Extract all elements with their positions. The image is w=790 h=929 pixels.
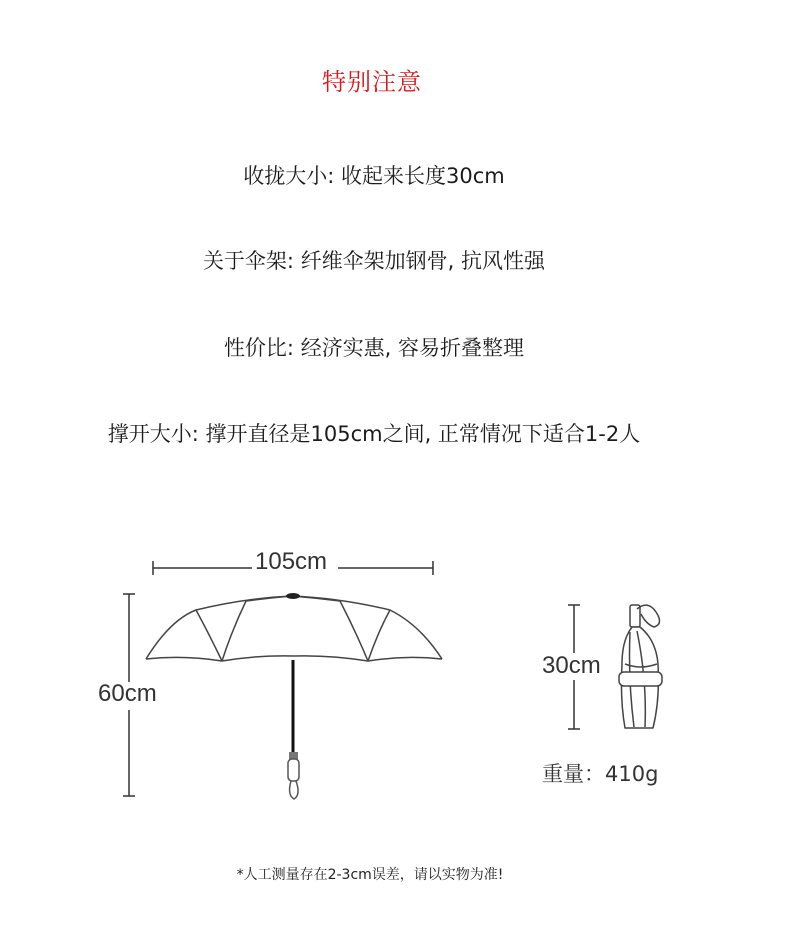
umbrella-tip (286, 593, 300, 599)
umbrella-shaft (288, 660, 299, 799)
spec-frame: 关于伞架: 纤维伞架加钢骨, 抗风性强 (202, 249, 546, 273)
open-height-label: 60cm (98, 680, 157, 707)
open-width-label: 105cm (255, 548, 328, 575)
weight-label: 重量：410g (542, 762, 659, 786)
folded-umbrella (619, 605, 662, 728)
spec-value: 性价比: 经济实惠, 容易折叠整理 (223, 336, 525, 360)
page-title: 特别注意 (322, 68, 422, 96)
spec-folded-size: 收拢大小: 收起来长度30cm (243, 164, 505, 188)
measurement-note: *人工测量存在2-3cm误差，请以实物为准! (236, 867, 504, 883)
spec-open-size: 撑开大小: 撑开直径是105cm之间, 正常情况下适合1-2人 (107, 422, 641, 446)
open-umbrella (146, 596, 442, 661)
folded-length-label: 30cm (542, 652, 601, 679)
